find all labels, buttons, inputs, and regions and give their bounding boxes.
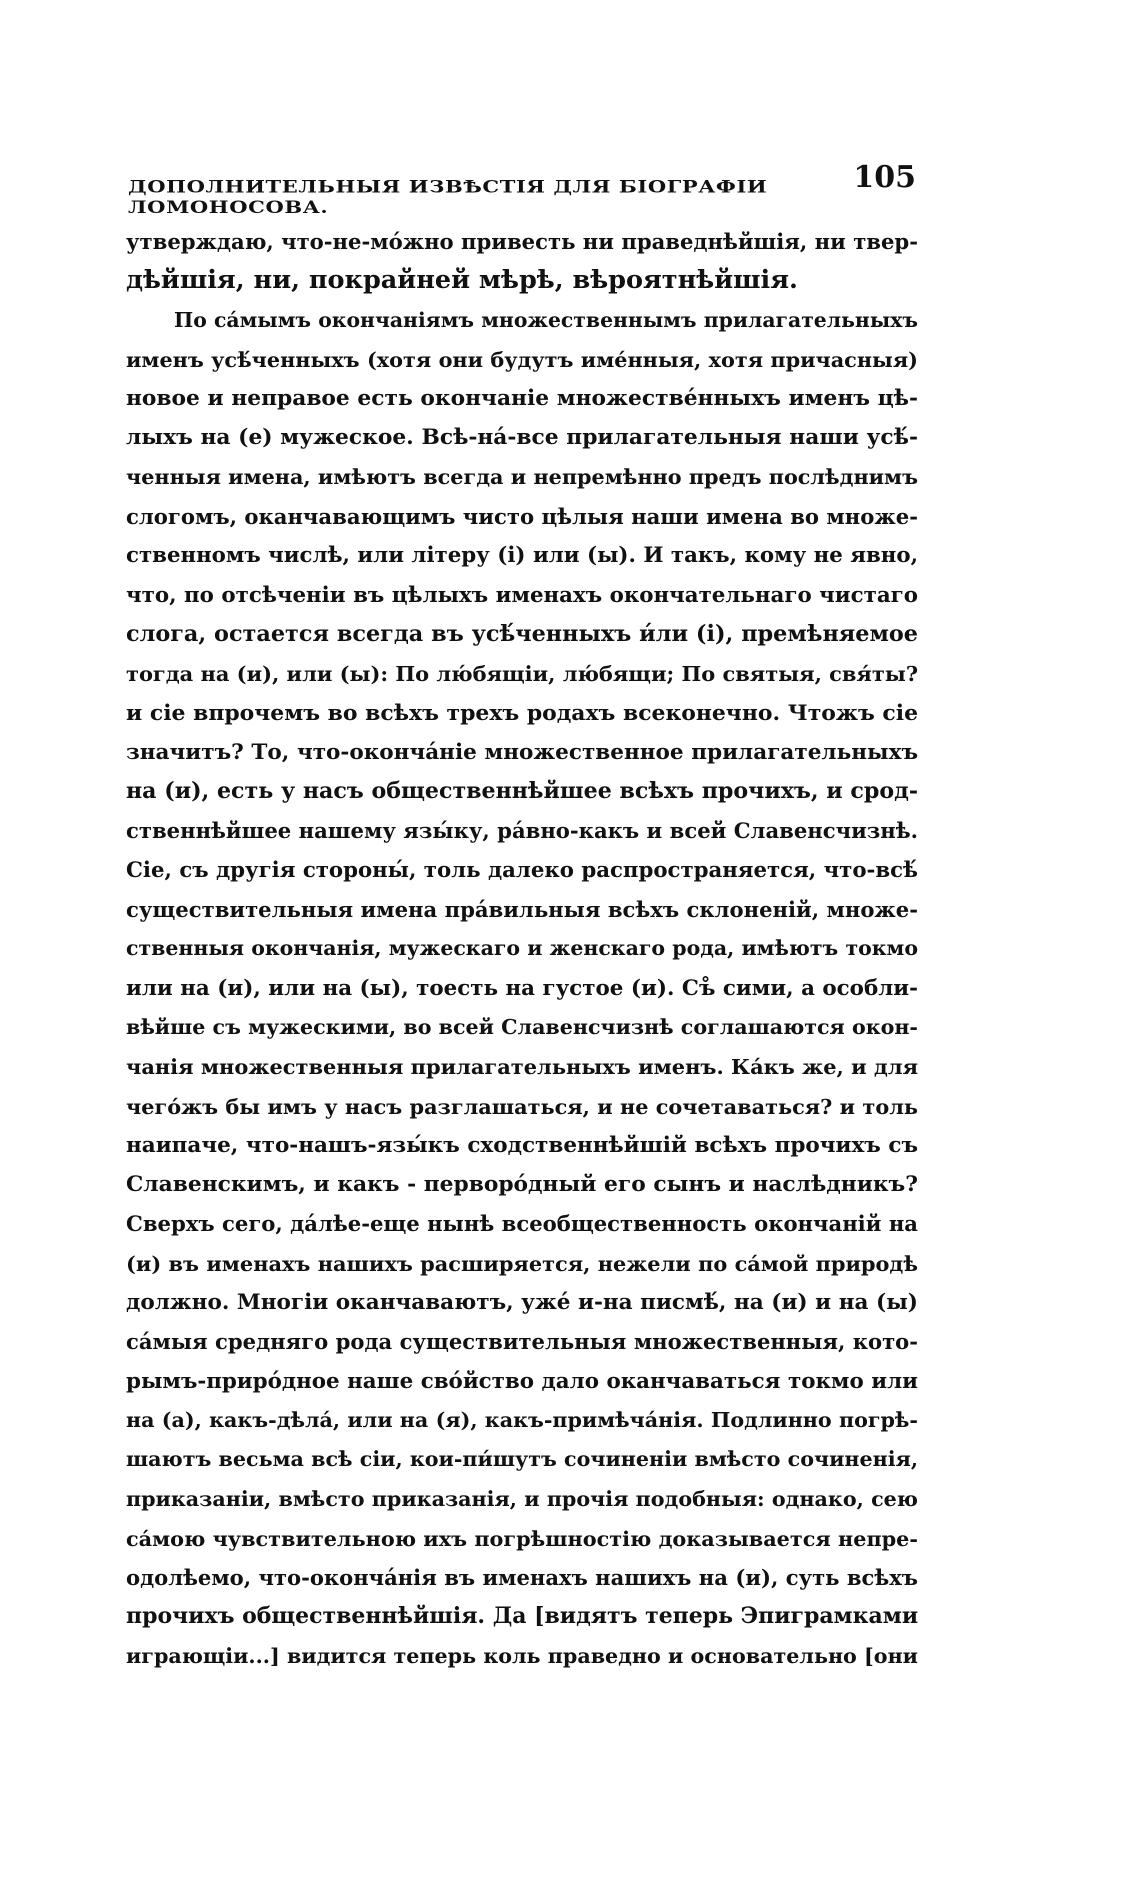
text-line: на (и), есть у насъ общественнѣйшее всѣхъ прочихъ, и срод- — [126, 778, 918, 805]
text-line: прочихъ общественнѣйшія. Да [видятъ теперь Эпиграмками — [126, 1603, 919, 1630]
text-line: ченныя имена, имѣютъ всегда и непремѣнно предъ послѣднимъ — [126, 464, 918, 489]
text-line: са́мою чувствительною ихъ погрѣшностію доказывается непре- — [126, 1525, 918, 1551]
text-line: ственнѣйшее нашему язы́ку, ра́вно-какъ и всей Славенсчизнѣ. — [126, 818, 918, 844]
text-line: слога, остается всегда въ усѣ́ченныхъ и́ли (і), премѣняемое — [126, 620, 918, 647]
page-number: 105 — [853, 160, 916, 195]
text-line: вѣйше съ мужескими, во всей Славенсчизнѣ соглашаются окон- — [126, 1014, 918, 1039]
text-line: рымъ-приро́дное наше сво́йство дало оканчаваться токмо или — [126, 1368, 918, 1394]
text-line: тогда на (и), или (ы): По лю́бящіи, лю́бящи; По святыя, свя́ты? — [126, 661, 919, 687]
text-line: существительныя имена пра́вильныя всѣхъ склоненій, множе- — [126, 897, 918, 923]
text-line: Сверхъ сего, да́лѣе-еще нынѣ всеобщественность окончаній на — [126, 1211, 918, 1237]
text-line: чанія множественныя прилагательныхъ именъ. Ка́къ же, и для — [126, 1054, 919, 1080]
text-line: должно. Многіи оканчаваютъ, уже́ и-на писмѣ́, на (и) и на (ы) — [126, 1290, 918, 1316]
running-title: ДОПОЛНИТЕЛЬНЫЯ ИЗВѢСТІЯ ДЛЯ БІОГРАФІИ ЛОМОНОСОВА. — [128, 176, 768, 217]
text-line: лыхъ на (е) мужеское. Всѣ-на́-все прилагательныя наши усѣ́- — [126, 425, 918, 451]
text-line: на (а), какъ-дѣла́, или на (я), какъ-примѣча́нія. Подлинно погрѣ- — [126, 1407, 918, 1432]
text-line: шаютъ весьма всѣ сіи, кои-пи́шутъ сочиненіи вмѣсто сочиненія, — [126, 1447, 918, 1472]
text-line: са́мыя средняго рода существительныя множественныя, кото- — [126, 1329, 918, 1355]
paragraph-first-line: По са́мымъ окончаніямъ множественнымъ прилагательныхъ — [174, 307, 918, 332]
text-line: и сіе впрочемъ во всѣхъ трехъ родахъ всеконечно. Чтожъ сіе — [126, 699, 918, 726]
text-line: утверждаю, что-не-мо́жно привесть ни праведнѣйшія, ни твер- — [126, 229, 918, 254]
text-line: слогомъ, оканчавающимъ чисто цѣлыя наши имена во множе- — [126, 504, 918, 530]
text-line: наипаче, что-нашъ-язы́къ сходственнѣйшій всѣхъ прочихъ съ — [126, 1132, 918, 1158]
text-line: приказаніи, вмѣсто приказанія, и прочія подобныя: однако, сею — [126, 1486, 918, 1511]
text-line: дѣйшія, ни, покрайней мѣрѣ, вѣроятнѣйшія. — [126, 265, 798, 296]
body-text — [126, 222, 918, 1676]
text-line: или на (и), или на (ы), тоесть на густое (и). Съ̊ сими, а особли- — [126, 975, 918, 1001]
text-line: чего́жъ бы имъ у насъ разглашаться, и не сочетаваться? и толь — [126, 1093, 918, 1119]
text-line: (и) въ именахъ нашихъ расширяется, нежели по са́мой природѣ — [126, 1250, 918, 1276]
text-line: новое и неправое есть окончаніе множестве́нныхъ именъ цѣ- — [126, 386, 918, 412]
running-head — [128, 160, 916, 217]
text-line: ственномъ числѣ, или літеру (і) или (ы). И такъ, кому не явно, — [126, 543, 918, 569]
text-line: значитъ? То, что-оконча́ніе множественное прилагательныхъ — [126, 739, 918, 765]
text-line: Славенскимъ, и какъ - перворо́дный его сынъ и наслѣдникъ? — [126, 1172, 918, 1198]
text-line: Сіе, съ другія стороны́, толь далеко распространяется, что-всѣ́ — [126, 857, 918, 883]
text-line: именъ усѣ́ченныхъ (хотя они будутъ име́нныя, хотя причасныя) — [126, 346, 918, 372]
text-line: ственныя окончанія, мужескаго и женскаго рода, имѣютъ токмо — [126, 936, 918, 961]
text-line: играющіи...] видится теперь коль праведно и основательно [они — [126, 1643, 918, 1668]
text-line: что, по отсѣченіи въ цѣлыхъ именахъ окончательнаго чистаго — [126, 582, 918, 608]
text-line: одолѣемо, что-оконча́нія въ именахъ нашихъ на (и), суть всѣхъ — [126, 1565, 918, 1591]
